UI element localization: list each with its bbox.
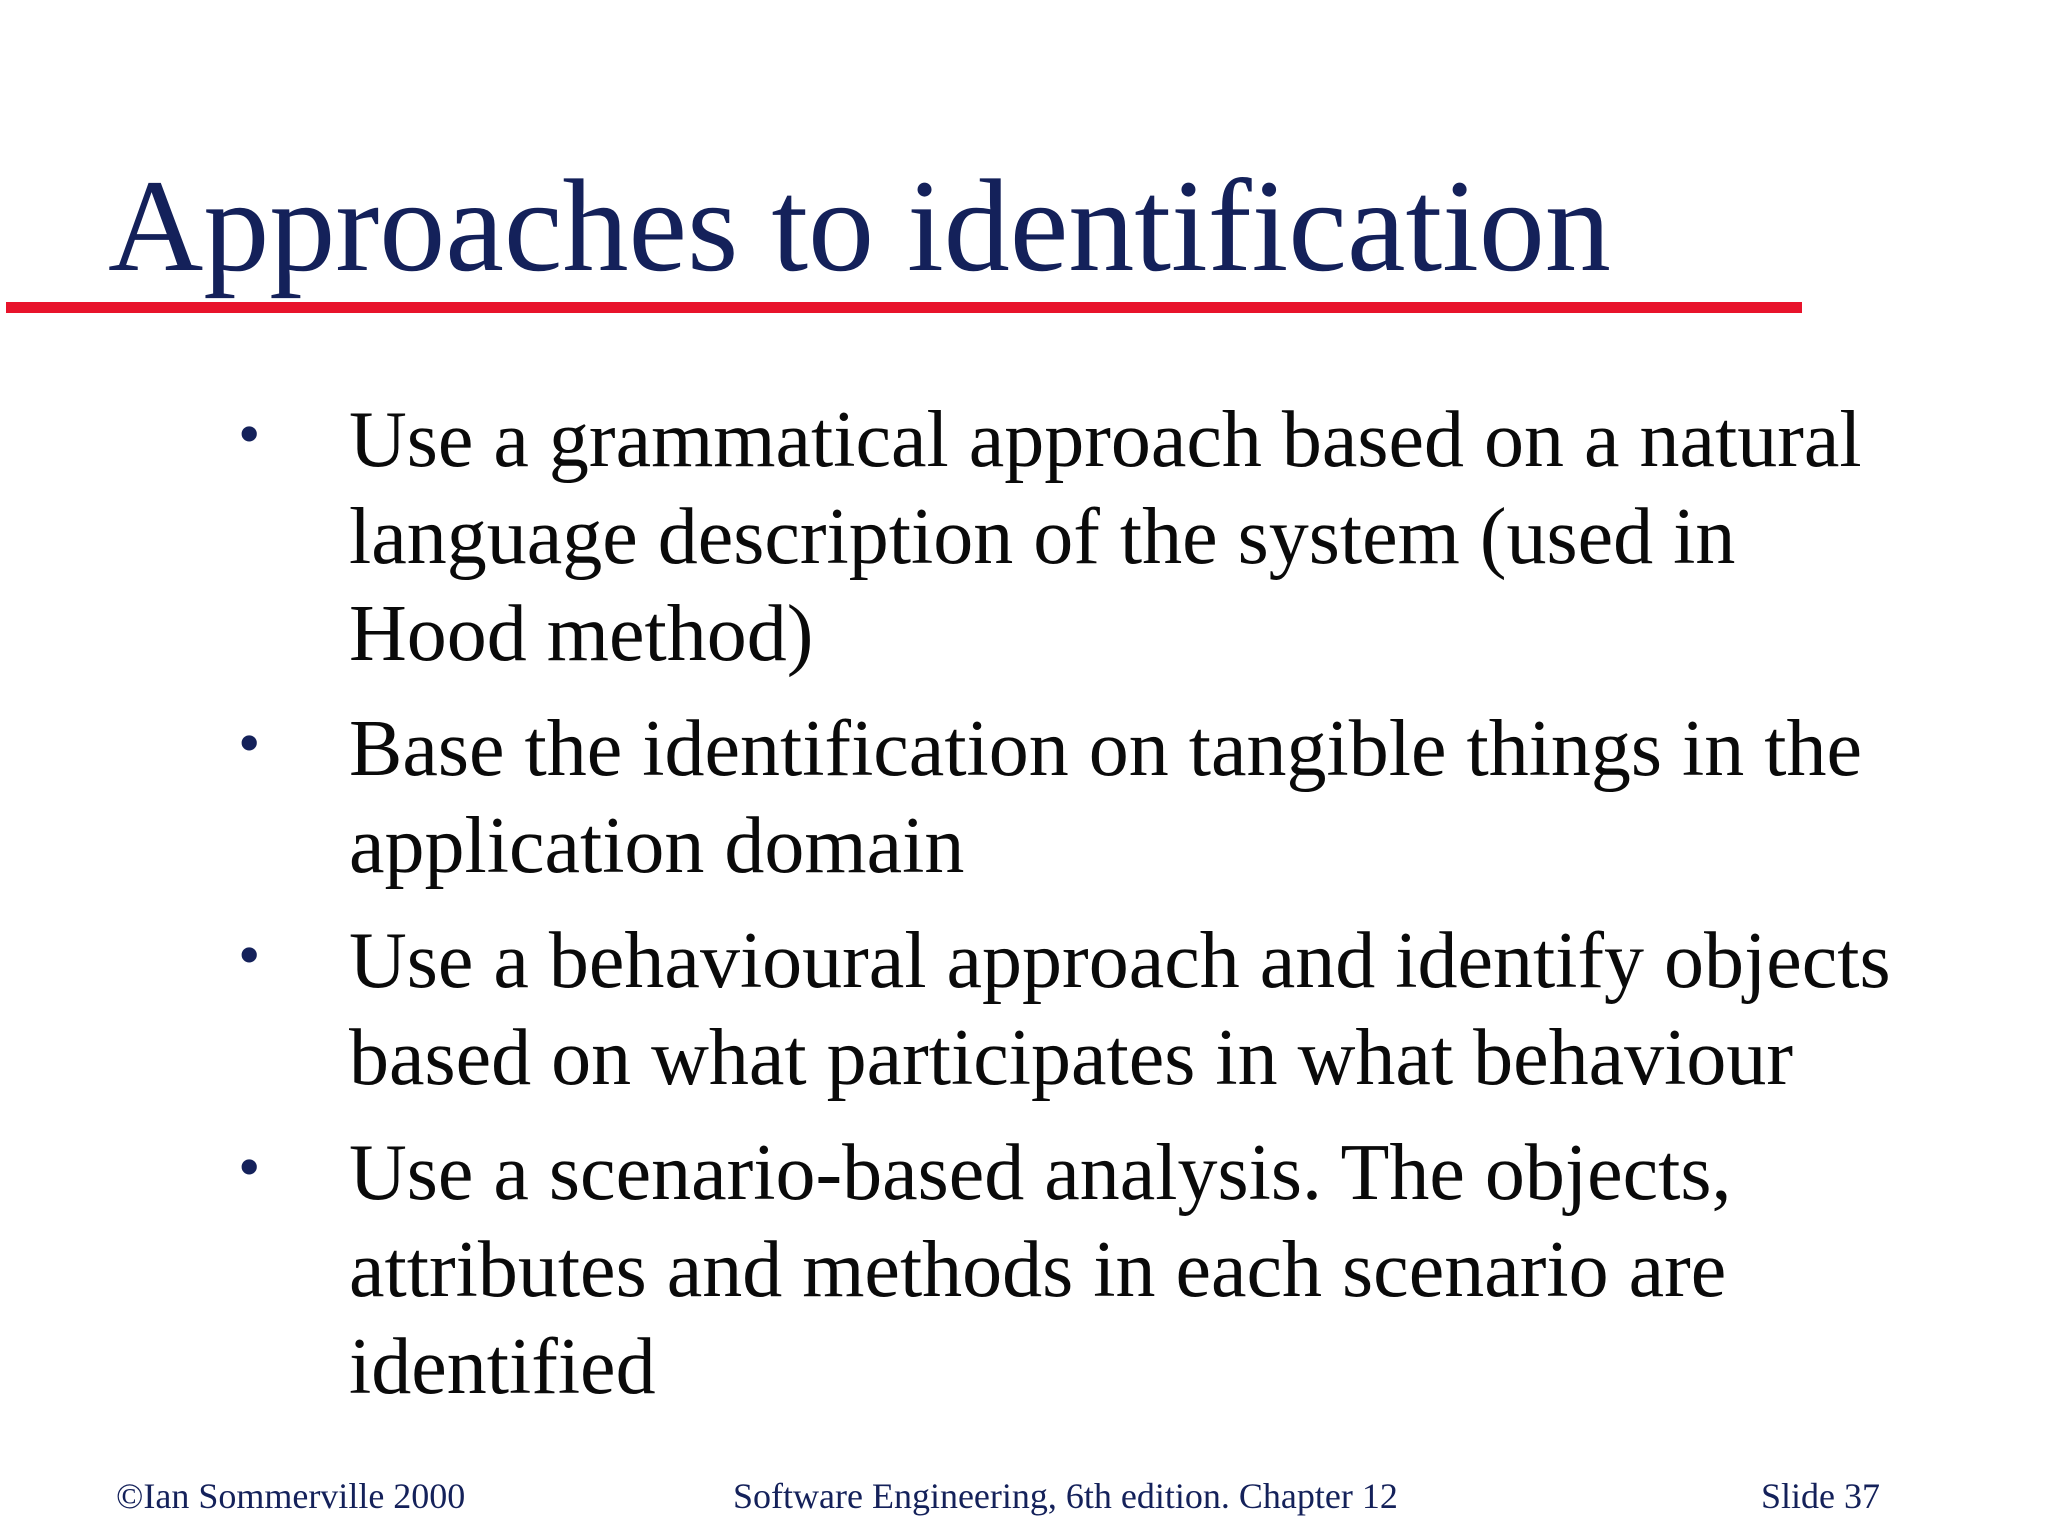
bullet-dot-icon: • bbox=[238, 398, 261, 469]
bullet-text: Use a grammatical approach based on a natural language description of the system (used in Hood method) bbox=[349, 396, 1862, 678]
bullet-list bbox=[0, 392, 2048, 1434]
footer-copyright: ©Ian Sommerville 2000 bbox=[116, 1476, 466, 1516]
bullet-dot-icon: • bbox=[238, 919, 261, 990]
bullet-item bbox=[0, 1125, 2048, 1416]
footer-slide-number: Slide 37 bbox=[1760, 1476, 1880, 1516]
footer-book-title: Software Engineering, 6th edition. Chapter 12 bbox=[733, 1476, 1398, 1516]
slide-title: Approaches to identification bbox=[108, 152, 1611, 299]
bullet-dot-icon: • bbox=[238, 707, 261, 778]
bullet-text: Use a scenario-based analysis. The objects, attributes and methods in each scenario are identified bbox=[349, 1129, 1732, 1411]
bullet-text: Base the identification on tangible things in the application domain bbox=[349, 705, 1863, 890]
bullet-item bbox=[0, 392, 2048, 683]
title-underline bbox=[6, 302, 1802, 313]
bullet-item bbox=[0, 701, 2048, 895]
bullet-dot-icon: • bbox=[238, 1131, 261, 1202]
bullet-item bbox=[0, 913, 2048, 1107]
bullet-text: Use a behavioural approach and identify objects based on what participates in what behaviour bbox=[349, 917, 1891, 1102]
